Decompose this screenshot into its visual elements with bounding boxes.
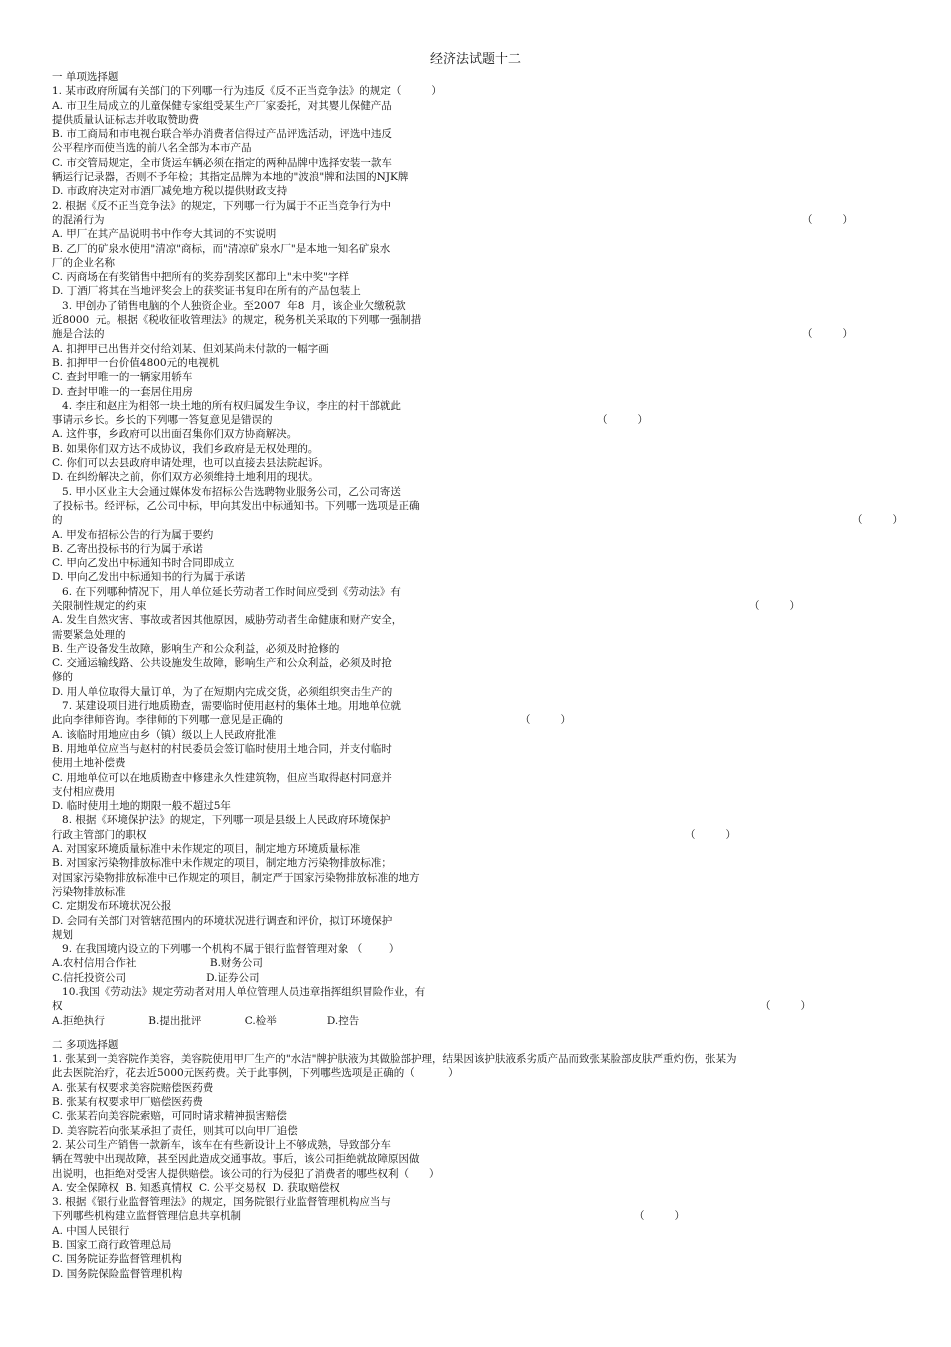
line-text: D. 丁酒厂将其在当地评奖会上的获奖证书复印在所有的产品包装上 bbox=[52, 285, 361, 298]
line-text: D. 会同有关部门对管辖范围内的环境状况进行调查和评价，拟订环境保护 bbox=[52, 914, 393, 927]
text-line bbox=[52, 699, 912, 713]
answer-blank: （ ） bbox=[597, 414, 649, 427]
text-line bbox=[52, 242, 912, 256]
line-text: 9. 在我国境内设立的下列哪一个机构不属于银行监督管理对象 （ ） bbox=[52, 943, 400, 956]
text-line bbox=[52, 842, 912, 856]
line-text: 权 bbox=[52, 1000, 63, 1013]
line-text: 使用土地补偿费 bbox=[52, 757, 126, 770]
text-line bbox=[52, 399, 912, 413]
line-text: 修的 bbox=[52, 671, 73, 684]
text-line bbox=[52, 1195, 912, 1209]
line-text: 3. 根据《银行业监督管理法》的规定，国务院银行业监督管理机构应当与 bbox=[52, 1196, 391, 1209]
answer-blank: （ ） bbox=[520, 714, 572, 727]
line-text: 了投标书。经评标，乙公司中标，甲向其发出中标通知书。下列哪一选项是正确 bbox=[52, 499, 420, 512]
line-text: 二 多项选择题 bbox=[52, 1038, 119, 1051]
text-line bbox=[52, 327, 912, 341]
text-line bbox=[52, 84, 912, 98]
text-line bbox=[52, 528, 912, 542]
line-text: B. 国家工商行政管理总局 bbox=[52, 1239, 172, 1252]
text-line bbox=[52, 184, 912, 198]
line-text: C. 市交管局规定，全市货运车辆必须在指定的两种品牌中选择安装一款车 bbox=[52, 156, 392, 169]
line-text: 2. 某公司生产销售一款新车，该车在有些新设计上不够成熟，导致部分车 bbox=[52, 1138, 391, 1151]
answer-blank: （ ） bbox=[749, 599, 801, 612]
text-line bbox=[52, 885, 912, 899]
line-text: A. 张某有权要求美容院赔偿医药费 bbox=[52, 1081, 214, 1094]
line-text: B. 用地单位应当与赵村的村民委员会签订临时使用土地合同，并支付临时 bbox=[52, 742, 392, 755]
text-line bbox=[52, 499, 912, 513]
line-text: A. 甲发布招标公告的行为属于要约 bbox=[52, 528, 214, 541]
answer-blank: （ ） bbox=[802, 328, 854, 341]
line-text: A. 发生自然灾害、事故或者因其他原因，威胁劳动者生命健康和财产安全， bbox=[52, 614, 403, 627]
text-line bbox=[52, 127, 912, 141]
line-text: A. 扣押甲已出售并交付给刘某、但刘某尚未付款的一幅字画 bbox=[52, 342, 329, 355]
line-text: C. 你们可以去县政府申请处理，也可以直接去县法院起诉。 bbox=[52, 457, 329, 470]
text-line bbox=[52, 599, 912, 613]
line-text: 辆运行记录器，否则不予年检；其指定品牌为本地的"波浪"牌和法国的NJK牌 bbox=[52, 171, 409, 184]
line-text: C. 张某若向美容院索赔，可同时请求精神损害赔偿 bbox=[52, 1110, 287, 1123]
text-line bbox=[52, 756, 912, 770]
line-text: 辆在驾驶中出现故障，甚至因此造成交通事故。事后，该公司拒绝就故障原因做 bbox=[52, 1153, 420, 1166]
line-text: C. 国务院证券监督管理机构 bbox=[52, 1253, 182, 1266]
text-line bbox=[52, 284, 912, 298]
text-line bbox=[52, 485, 912, 499]
text-line bbox=[52, 1267, 912, 1281]
text-line bbox=[52, 270, 912, 284]
text-line bbox=[52, 871, 912, 885]
line-text: 厂的企业名称 bbox=[52, 256, 115, 269]
text-line bbox=[52, 141, 912, 155]
line-text: 8. 根据《环境保护法》的规定，下列哪一项是县级上人民政府环境保护 bbox=[52, 814, 391, 827]
line-text: 7. 某建设项目进行地质勘查，需要临时使用赵村的集体土地。用地单位就 bbox=[52, 700, 401, 713]
text-line bbox=[52, 156, 912, 170]
text-line bbox=[52, 556, 912, 570]
line-text: 5. 甲小区业主大会通过媒体发布招标公告选聘物业服务公司，乙公司寄送 bbox=[52, 485, 401, 498]
line-text: C. 查封甲唯一的一辆家用轿车 bbox=[52, 371, 193, 384]
text-line bbox=[52, 1252, 912, 1266]
text-line bbox=[52, 570, 912, 584]
text-line bbox=[52, 427, 912, 441]
line-text: A. 甲厂在其产品说明书中作夸大其词的不实说明 bbox=[52, 228, 277, 241]
line-text: D. 在纠纷解决之前，你们双方必须维持土地利用的现状。 bbox=[52, 471, 319, 484]
answer-blank: （ ） bbox=[685, 828, 737, 841]
text-line bbox=[52, 1238, 912, 1252]
text-line bbox=[52, 256, 912, 270]
text-line bbox=[52, 442, 912, 456]
line-text: D. 临时使用土地的期限一般不超过5年 bbox=[52, 800, 231, 813]
text-line bbox=[52, 1181, 912, 1195]
line-text: A. 该临时用地应由乡（镇）级以上人民政府批准 bbox=[52, 728, 277, 741]
text-line bbox=[52, 956, 912, 970]
text-line bbox=[52, 1224, 912, 1238]
text-line bbox=[52, 899, 912, 913]
line-text: D. 甲向乙发出中标通知书的行为属于承诺 bbox=[52, 571, 246, 584]
text-line bbox=[52, 1167, 912, 1181]
page-title: 经济法试题十二 bbox=[429, 52, 521, 67]
text-line bbox=[52, 170, 912, 184]
line-text: 规划 bbox=[52, 928, 73, 941]
text-line bbox=[52, 199, 912, 213]
text-line bbox=[52, 713, 912, 727]
text-line bbox=[52, 999, 912, 1013]
line-text: A. 安全保障权 B. 知悉真情权 C. 公平交易权 D. 获取赔偿权 bbox=[52, 1181, 340, 1194]
line-text: 1. 某市政府所属有关部门的下列哪一行为违反《反不正当竞争法》的规定（ ） bbox=[52, 85, 442, 98]
line-text: B. 如果你们双方达不成协议，我们乡政府是无权处理的。 bbox=[52, 442, 319, 455]
line-text: 事请示乡长。乡长的下列哪一答复意见是错误的 bbox=[52, 414, 273, 427]
document-body bbox=[52, 70, 912, 1281]
text-line bbox=[52, 828, 912, 842]
line-text: B. 市工商局和市电视台联合举办消费者信得过产品评选活动，评选中违反 bbox=[52, 128, 392, 141]
text-line bbox=[52, 313, 912, 327]
line-text: 3. 甲创办了销售电脑的个人独资企业。至2007 年8 月，该企业欠缴税款 bbox=[52, 299, 406, 312]
line-text: 2. 根据《反不正当竞争法》的规定，下列哪一行为属于不正当竞争行为中 bbox=[52, 199, 391, 212]
text-line bbox=[52, 1014, 912, 1028]
text-line bbox=[52, 585, 912, 599]
text-line bbox=[52, 942, 912, 956]
line-text: 的混淆行为 bbox=[52, 213, 105, 226]
line-text: 6. 在下列哪种情况下，用人单位延长劳动者工作时间应受到《劳动法》有 bbox=[52, 585, 401, 598]
line-text: A. 中国人民银行 bbox=[52, 1224, 130, 1237]
text-line bbox=[52, 1038, 912, 1052]
line-text: 此向李律师咨询。李律师的下列哪一意见是正确的 bbox=[52, 714, 283, 727]
line-text: C. 丙商场在有奖销售中把所有的奖券刮奖区都印上"未中奖"字样 bbox=[52, 271, 349, 284]
line-text: A. 市卫生局成立的儿童保健专家组受某生产厂家委托，对其婴儿保健产品 bbox=[52, 99, 392, 112]
line-text: C. 用地单位可以在地质勘查中修建永久性建筑物，但应当取得赵村同意并 bbox=[52, 771, 392, 784]
text-line bbox=[52, 1209, 912, 1223]
text-line bbox=[52, 1138, 912, 1152]
section-gap bbox=[52, 1028, 912, 1038]
text-line bbox=[52, 470, 912, 484]
line-text: A. 对国家环境质量标准中未作规定的项目，制定地方环境质量标准 bbox=[52, 843, 361, 856]
text-line bbox=[52, 1095, 912, 1109]
text-line bbox=[52, 656, 912, 670]
line-text: 下列哪些机构建立监督管理信息共享机制 bbox=[52, 1210, 241, 1223]
text-line bbox=[52, 299, 912, 313]
text-line bbox=[52, 227, 912, 241]
line-text: C. 交通运输线路、公共设施发生故障，影响生产和公众利益，必须及时抢 bbox=[52, 657, 392, 670]
text-line bbox=[52, 685, 912, 699]
line-text: 对国家污染物排放标准中已作规定的项目，制定严于国家污染物排放标准的地方 bbox=[52, 871, 420, 884]
line-text: 施是合法的 bbox=[52, 328, 105, 341]
text-line bbox=[52, 385, 912, 399]
text-line bbox=[52, 1152, 912, 1166]
text-line bbox=[52, 771, 912, 785]
line-text: C. 定期发布环境状况公报 bbox=[52, 900, 172, 913]
line-text: D. 查封甲唯一的一套居住用房 bbox=[52, 385, 193, 398]
line-text: B. 乙厂的矿泉水使用"清凉"商标，而"清凉矿泉水厂"是本地一知名矿泉水 bbox=[52, 242, 391, 255]
line-text: 需要紧急处理的 bbox=[52, 628, 126, 641]
line-text: D. 用人单位取得大量订单，为了在短期内完成交货，必须组织突击生产的 bbox=[52, 685, 393, 698]
text-line bbox=[52, 971, 912, 985]
line-text: 出说明，也拒绝对受害人提供赔偿。该公司的行为侵犯了消费者的哪些权利（ ） bbox=[52, 1167, 440, 1180]
line-text: 污染物排放标准 bbox=[52, 885, 126, 898]
text-line bbox=[52, 613, 912, 627]
answer-blank: （ ） bbox=[634, 1210, 686, 1223]
line-text: 此去医院治疗，花去近5000元医药费。关于此事例，下列哪些选项是正确的（ ） bbox=[52, 1067, 459, 1080]
text-line bbox=[52, 342, 912, 356]
line-text: D. 美容院若向张某承担了责任，则其可以向甲厂追偿 bbox=[52, 1124, 298, 1137]
line-text: 4. 李庄和赵庄为相邻一块土地的所有权归属发生争议，李庄的村干部就此 bbox=[52, 399, 401, 412]
line-text: C.信托投资公司 D.证券公司 bbox=[52, 971, 260, 984]
answer-blank: （ ） bbox=[802, 213, 854, 226]
text-line bbox=[52, 728, 912, 742]
text-line bbox=[52, 113, 912, 127]
text-line bbox=[52, 1109, 912, 1123]
text-line bbox=[52, 1066, 912, 1080]
line-text: B. 张某有权要求甲厂赔偿医药费 bbox=[52, 1096, 203, 1109]
text-line bbox=[52, 985, 912, 999]
text-line bbox=[52, 356, 912, 370]
text-line bbox=[52, 542, 912, 556]
line-text: 公平程序而使当选的前八名全部为本市产品 bbox=[52, 142, 252, 155]
line-text: D. 市政府决定对市酒厂减免地方税以提供财政支持 bbox=[52, 185, 288, 198]
line-text: B. 扣押甲一台价值4800元的电视机 bbox=[52, 356, 220, 369]
line-text: B. 对国家污染物排放标准中未作规定的项目，制定地方污染物排放标准； bbox=[52, 857, 392, 870]
text-line bbox=[52, 642, 912, 656]
text-line bbox=[52, 513, 912, 527]
text-line bbox=[52, 370, 912, 384]
text-line bbox=[52, 856, 912, 870]
line-text: 1. 张某到一美容院作美容，美容院使用甲厂生产的"水洁"牌护肤液为其做脸部护理，结果因该护肤液系劣质产品而致张某脸部皮肤严重灼伤，张某为 bbox=[52, 1053, 737, 1066]
text-line bbox=[52, 799, 912, 813]
text-line bbox=[52, 742, 912, 756]
line-text: 一 单项选择题 bbox=[52, 71, 119, 83]
line-text: A.农村信用合作社 B.财务公司 bbox=[52, 957, 263, 970]
answer-blank: （ ） bbox=[760, 1000, 812, 1013]
text-line bbox=[52, 456, 912, 470]
text-line bbox=[52, 928, 912, 942]
line-text: 10.我国《劳动法》规定劳动者对用人单位管理人员违章指挥组织冒险作业，有 bbox=[52, 986, 426, 998]
text-line bbox=[52, 413, 912, 427]
text-line bbox=[52, 213, 912, 227]
text-line bbox=[52, 1124, 912, 1138]
text-line bbox=[52, 813, 912, 827]
text-line bbox=[52, 785, 912, 799]
text-line bbox=[52, 1081, 912, 1095]
line-text: A. 这件事，乡政府可以出面召集你们双方协商解决。 bbox=[52, 428, 298, 441]
line-text: 的 bbox=[52, 514, 63, 527]
answer-blank: （ ） bbox=[852, 514, 904, 527]
text-line bbox=[52, 670, 912, 684]
line-text: 关限制性规定的约束 bbox=[52, 599, 147, 612]
line-text: B. 生产设备发生故障，影响生产和公众利益，必须及时抢修的 bbox=[52, 642, 340, 655]
line-text: C. 甲向乙发出中标通知书时合同即成立 bbox=[52, 557, 235, 570]
line-text: A.拒绝执行 B.提出批评 C.检举 D.控告 bbox=[52, 1014, 360, 1027]
line-text: 支付相应费用 bbox=[52, 785, 115, 798]
line-text: 行政主管部门的职权 bbox=[52, 828, 147, 841]
text-line bbox=[52, 914, 912, 928]
text-line bbox=[52, 1052, 912, 1066]
line-text: D. 国务院保险监督管理机构 bbox=[52, 1267, 183, 1280]
text-line bbox=[52, 70, 912, 84]
text-line bbox=[52, 628, 912, 642]
line-text: 近8000 元。根据《税收征收管理法》的规定，税务机关采取的下列哪一强制措 bbox=[52, 314, 422, 327]
line-text: B. 乙寄出投标书的行为属于承诺 bbox=[52, 542, 203, 555]
text-line bbox=[52, 99, 912, 113]
line-text: 提供质量认证标志并收取赞助费 bbox=[52, 113, 199, 126]
